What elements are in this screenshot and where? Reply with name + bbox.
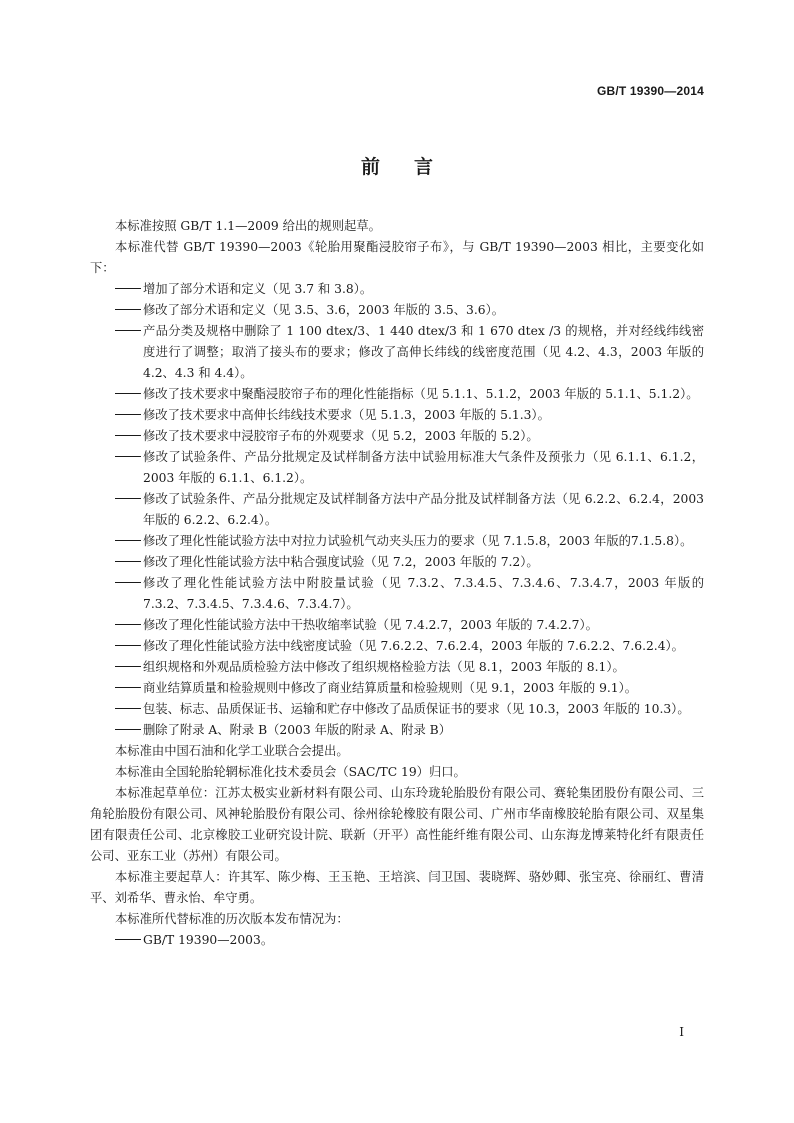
standard-code: GB/T 19390—2014 xyxy=(596,84,704,98)
list-item-text: 修改了技术要求中聚酯浸胶帘子布的理化性能指标（见 5.1.1、5.1.2，2003 年版的 5.1.1、5.1.2）。 xyxy=(143,387,699,401)
list-item xyxy=(90,657,704,678)
dash-marker xyxy=(90,552,143,573)
list-item-text: 修改了部分术语和定义（见 3.5、3.6，2003 年版的 3.5、3.6）。 xyxy=(143,303,505,317)
list-item xyxy=(90,552,704,573)
list-item xyxy=(90,300,704,321)
paragraph: 本标准代替 GB/T 19390—2003《轮胎用聚酯浸胶帘子布》，与 GB/T 19390—2003 相比，主要变化如下： xyxy=(90,240,704,275)
list-item-text: 修改了理化性能试验方法中干热收缩率试验（见 7.4.2.7，2003 年版的 7.4.2.7）。 xyxy=(143,618,598,632)
list-item-text: 增加了部分术语和定义（见 3.7 和 3.8）。 xyxy=(143,282,373,296)
list-item xyxy=(90,279,704,300)
list-item-text: 修改了试验条件、产品分批规定及试样制备方法中试验用标准大气条件及预张力（见 6.1.1、6.1.2，2003 年版的 6.1.1、6.1.2）。 xyxy=(143,450,704,485)
list-item xyxy=(90,489,704,531)
dash-marker xyxy=(90,699,143,720)
list-item-text: 产品分类及规格中删除了 1 100 dtex/3、1 440 dtex/3 和 1 670 dtex /3 的规格，并对经线纬线密度进行了调整；取消了接头布的要求；修改了高伸长纬线的线密度范围（见 4.2、4.3，2003 年版的 4.2、4.3 和 4.4）。 xyxy=(143,324,704,380)
list-item xyxy=(90,426,704,447)
list-item xyxy=(90,531,704,552)
changes-list xyxy=(90,279,704,741)
paragraph: 本标准起草单位：江苏太极实业新材料有限公司、山东玲珑轮胎股份有限公司、赛轮集团股份有限公司、三角轮胎股份有限公司、风神轮胎股份有限公司、徐州徐轮橡胶有限公司、广州市华南橡胶轮胎有限公司、双星集团有限责任公司、北京橡胶工业研究设计院、联新（开平）高性能纤维有限公司、山东海龙博莱特化纤有限责任公司、亚东工业（苏州）有限公司。 xyxy=(90,786,704,863)
dash-marker xyxy=(90,573,143,615)
dash-marker xyxy=(90,930,143,951)
list-item-text: GB/T 19390—2003。 xyxy=(143,933,274,947)
dash-marker xyxy=(90,321,143,384)
dash-marker xyxy=(90,657,143,678)
dash-marker xyxy=(90,678,143,699)
dash-marker xyxy=(90,489,143,531)
list-item-text: 修改了技术要求中浸胶帘子布的外观要求（见 5.2，2003 年版的 5.2）。 xyxy=(143,429,539,443)
list-item-text: 修改了理化性能试验方法中附胶量试验（见 7.3.2、7.3.4.5、7.3.4.6、7.3.4.7，2003 年版的 7.3.2、7.3.4.5、7.3.4.6、7.3.4.7）。 xyxy=(143,576,704,611)
paragraph: 本标准由中国石油和化学工业联合会提出。 xyxy=(115,744,349,758)
dash-marker xyxy=(90,384,143,405)
page-number: I xyxy=(679,1025,684,1039)
list-item xyxy=(90,447,704,489)
list-item-text: 组织规格和外观品质检验方法中修改了组织规格检验方法（见 8.1，2003 年版的 8.1）。 xyxy=(143,660,625,674)
list-item xyxy=(90,384,704,405)
dash-marker xyxy=(90,531,143,552)
paragraph: 本标准按照 GB/T 1.1—2009 给出的规则起草。 xyxy=(115,219,381,233)
list-item xyxy=(90,720,704,741)
list-item xyxy=(90,615,704,636)
dash-marker xyxy=(90,405,143,426)
list-item xyxy=(90,636,704,657)
list-item-text: 包装、标志、品质保证书、运输和贮存中修改了品质保证书的要求（见 10.3，2003 年版的 10.3）。 xyxy=(143,702,690,716)
dash-marker xyxy=(90,636,143,657)
paragraph: 本标准由全国轮胎轮辋标准化技术委员会（SAC/TC 19）归口。 xyxy=(115,765,466,779)
list-item xyxy=(90,678,704,699)
preface-body xyxy=(90,216,704,951)
dash-marker xyxy=(90,279,143,300)
dash-marker xyxy=(90,720,143,741)
list-item-text: 修改了理化性能试验方法中对拉力试验机气动夹头压力的要求（见 7.1.5.8，2003 年版的7.1.5.8）。 xyxy=(143,534,693,548)
dash-marker xyxy=(90,300,143,321)
list-item-text: 删除了附录 A、附录 B（2003 年版的附录 A、附录 B） xyxy=(143,723,452,737)
paragraph: 本标准所代替标准的历次版本发布情况为： xyxy=(115,912,349,926)
list-item-text: 商业结算质量和检验规则中修改了商业结算质量和检验规则（见 9.1，2003 年版的 9.1）。 xyxy=(143,681,638,695)
list-item xyxy=(90,930,704,951)
dash-marker xyxy=(90,447,143,489)
list-item xyxy=(90,699,704,720)
page-title: 前言 xyxy=(360,156,467,178)
dash-marker xyxy=(90,426,143,447)
list-item-text: 修改了技术要求中高伸长纬线技术要求（见 5.1.3，2003 年版的 5.1.3）。 xyxy=(143,408,550,422)
list-item xyxy=(90,405,704,426)
list-item-text: 修改了理化性能试验方法中粘合强度试验（见 7.2，2003 年版的 7.2）。 xyxy=(143,555,539,569)
list-item xyxy=(90,573,704,615)
dash-marker xyxy=(90,615,143,636)
paragraph: 本标准主要起草人：许其军、陈少梅、王玉艳、王培滨、闫卫国、裴晓辉、骆妙卿、张宝亮、徐丽红、曹清平、刘希华、曹永怡、牟守勇。 xyxy=(90,870,704,905)
list-item xyxy=(90,321,704,384)
list-item-text: 修改了试验条件、产品分批规定及试样制备方法中产品分批及试样制备方法（见 6.2.2、6.2.4，2003 年版的 6.2.2、6.2.4）。 xyxy=(143,492,704,527)
list-item-text: 修改了理化性能试验方法中线密度试验（见 7.6.2.2、7.6.2.4，2003 年版的 7.6.2.2、7.6.2.4）。 xyxy=(143,639,684,653)
